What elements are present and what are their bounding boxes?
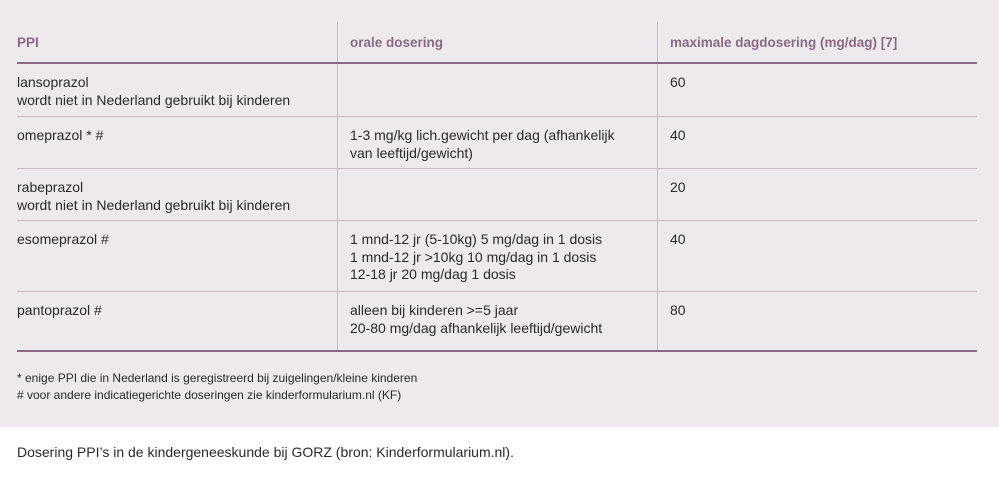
dosage-line: alleen bij kinderen >=5 jaar [350,302,519,318]
ppi-name: rabeprazol [17,179,84,195]
max-dosage-cell: 40 [657,117,977,168]
dosage-line: 1-3 mg/kg lich.gewicht per dag (afhankelijk [350,127,615,143]
ppi-name: esomeprazol # [17,231,109,247]
table-row [17,292,977,352]
ppi-cell [17,169,337,220]
footnote-asterisk: * enige PPI die in Nederland is geregistreerd bij zuigelingen/kleine kinderen [17,371,418,385]
dosage-line: van leeftijd/gewicht) [350,144,473,161]
max-dosage-cell: 40 [657,221,977,291]
table-row [17,169,977,221]
dosage-line: 1 mnd-12 jr (5-10kg) 5 mg/dag in 1 dosis [350,231,603,247]
footnote-hash: # voor andere indicatiegerichte doseringen zie kinderformularium.nl (KF) [17,388,402,402]
dosage-line: 12-18 jr 20 mg/dag 1 dosis [350,266,516,282]
max-dosage-cell: 20 [657,169,977,220]
figure-caption: Dosering PPI’s in de kindergeneeskunde bij GORZ (bron: Kinderformularium.nl). [17,444,514,460]
dosage-cell [337,169,657,220]
dosage-cell [337,64,657,116]
ppi-cell [17,221,337,291]
dosage-line: 20-80 mg/dag afhankelijk leeftijd/gewicht [350,319,603,336]
max-dosage-cell: 80 [657,292,977,350]
header-oral-dosage: orale dosering [337,22,657,62]
header-max-daily-dosage: maximale dagdosering (mg/dag) [7] [657,22,977,62]
ppi-note: wordt niet in Nederland gebruikt bij kinderen [17,91,291,108]
table-header-row [17,22,977,64]
dosage-line: 1 mnd-12 jr >10kg 10 mg/dag in 1 dosis [350,248,597,265]
table-row [17,117,977,169]
header-ppi: PPI [17,35,39,50]
ppi-dosage-table [17,22,977,352]
table-row [17,64,977,117]
ppi-note: wordt niet in Nederland gebruikt bij kinderen [17,196,291,213]
ppi-cell [17,117,337,168]
ppi-name: omeprazol * # [17,127,104,143]
max-dosage-cell: 60 [657,64,977,116]
ppi-name: lansoprazol [17,74,89,90]
footnotes [17,370,417,404]
dosage-cell [337,292,657,350]
table-row [17,221,977,292]
ppi-cell [17,64,337,116]
dosage-cell [337,221,657,291]
dosage-cell [337,117,657,168]
ppi-name: pantoprazol # [17,302,102,318]
ppi-cell [17,292,337,350]
